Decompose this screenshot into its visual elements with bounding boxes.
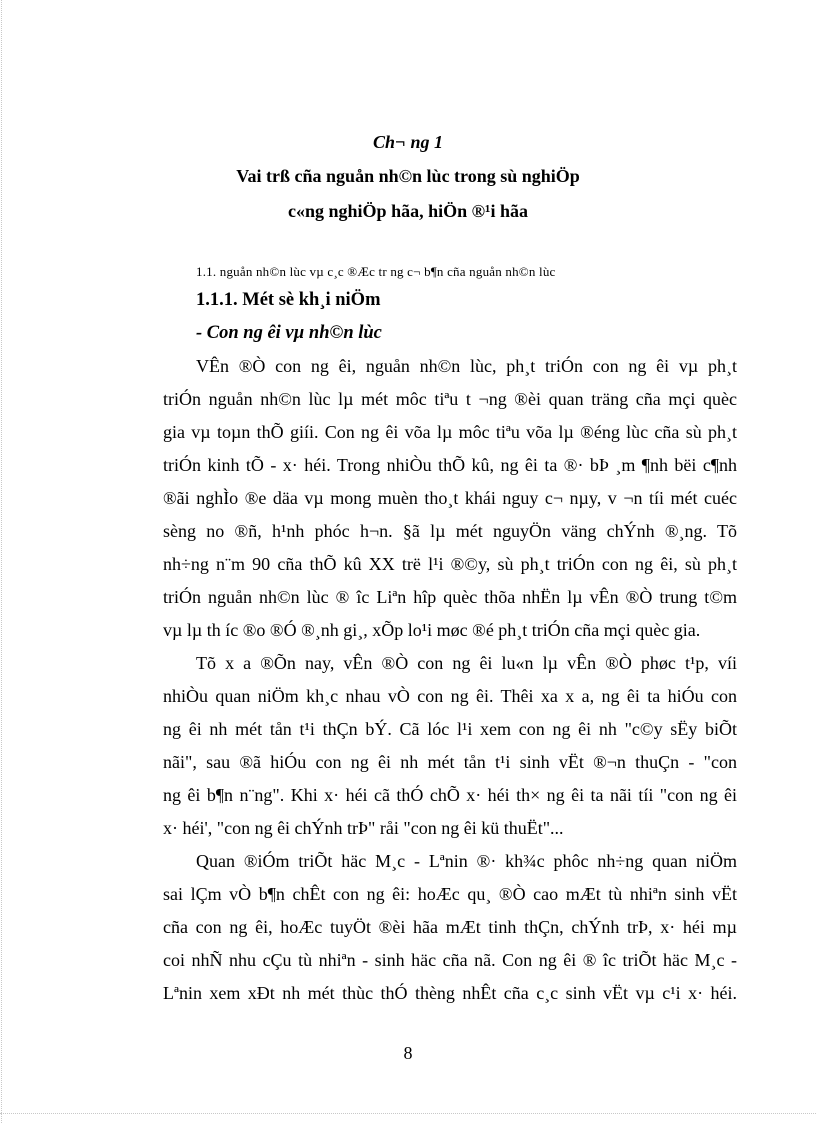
paragraph-1-line: sèng no ®ñ, h¹nh phóc h¬n. §ã lµ mét nguyÖn väng chÝnh ®¸ng. Tõ [163, 521, 737, 541]
paragraph-2-line: nãi", sau ®ã hiÓu con ng êi nh mét tån t¹i sinh vËt ®¬n thuÇn - "con [163, 752, 737, 772]
subsection-subheading: - Con ng êi vµ nh©n lùc [196, 323, 382, 343]
paragraph-3-line: sai lÇm vÒ b¶n chÊt con ng êi: hoÆc qu¸ ®Ò cao mÆt tù nhiªn sinh vËt [163, 884, 737, 904]
paragraph-1-line: ®ãi nghÌo ®e däa vµ mong muèn tho¸t khái nguy c¬ nµy, v ¬n tíi mét cuéc [163, 488, 737, 508]
page-number: 8 [403, 1043, 413, 1063]
paragraph-2-line: nhiÒu quan niÖm kh¸c nhau vÒ con ng êi. Thêi xa x a, ng êi ta hiÓu con [163, 686, 737, 706]
chapter-title-line-2: c«ng nghiÖp hãa, hiÖn ®¹i hãa [288, 201, 528, 221]
paragraph-3-line: coi nhÑ nhu cÇu tù nhiªn - sinh häc cña nã. Con ng êi ® îc triÕt häc M¸c - [163, 950, 737, 970]
paragraph-1-line: vµ lµ th íc ®o ®Ó ®¸nh gi¸, xÕp lo¹i møc ®é ph¸t triÓn cña mçi quèc gia. [163, 620, 701, 640]
paragraph-1-line: triÓn nguån nh©n lùc lµ mét môc tiªu t ¬ng ®èi quan träng cña mçi quèc [163, 389, 737, 409]
chapter-label: Ch¬ ng 1 [373, 132, 443, 152]
paragraph-1-line: triÓn kinh tÕ - x· héi. Trong nhiÒu thÕ kû, ng êi ta ®· bÞ ¸m ¶nh bëi c¶nh [163, 455, 737, 475]
chapter-title-line-1: Vai trß cña nguån nh©n lùc trong sù nghiÖp [236, 166, 580, 186]
paragraph-2-line: Tõ x a ®Õn nay, vÊn ®Ò con ng êi lu«n lµ vÊn ®Ò phøc t¹p, víi [196, 653, 737, 673]
paragraph-1-line: nh÷ng n¨m 90 cña thÕ kû XX trë l¹i ®©y, sù ph¸t triÓn con ng êi, sù ph¸t [163, 554, 737, 574]
paragraph-1-line: triÓn nguån nh©n lùc ® îc Liªn hîp quèc thõa nhËn lµ vÊn ®Ò trung t©m [163, 587, 737, 607]
paragraph-2-line: ng êi b¶n n¨ng". Khi x· héi cã thÓ chÕ x· héi th× ng êi ta nãi tíi "con ng êi [163, 785, 737, 805]
paragraph-1-line: gia vµ toµn thÕ giíi. Con ng êi võa lµ môc tiªu võa lµ ®éng lùc cña sù ph¸t [163, 422, 737, 442]
paragraph-1-line: VÊn ®Ò con ng êi, nguån nh©n lùc, ph¸t triÓn con ng êi vµ ph¸t [196, 356, 737, 376]
paragraph-2-line: x· héi', "con ng êi chÝnh trÞ" råi "con ng êi kü thuËt"... [163, 818, 564, 838]
paragraph-2-line: ng êi nh mét tån t¹i thÇn bÝ. Cã lóc l¹i xem con ng êi nh "c©y sËy biÕt [163, 719, 737, 739]
subsection-heading: 1.1.1. Mét sè kh¸i niÖm [196, 290, 381, 310]
section-heading: 1.1. nguån nh©n lùc vµ c¸c ®Æc tr ng c¬ b¶n cña nguån nh©n lùc [196, 264, 556, 279]
paragraph-3-line: Quan ®iÓm triÕt häc M¸c - Lªnin ®· kh¾c phôc nh÷ng quan niÖm [196, 851, 737, 871]
paragraph-3-line: Lªnin xem xÐt nh mét thùc thÓ thèng nhÊt cña c¸c sinh vËt vµ c¹i x· héi. [163, 983, 737, 1003]
paragraph-3-line: cña con ng êi, hoÆc tuyÖt ®èi hãa mÆt tinh thÇn, chÝnh trÞ, x· héi mµ [163, 917, 737, 937]
page-edge-bottom [0, 1113, 816, 1114]
